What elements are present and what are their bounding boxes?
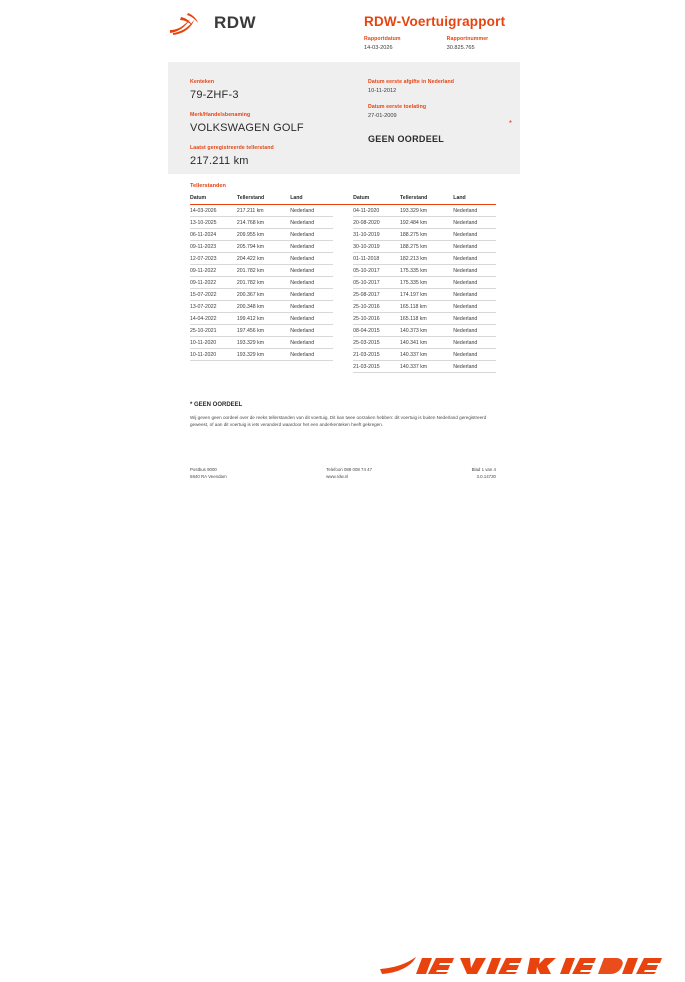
cell-date-left: 14-03-2026 xyxy=(190,205,237,217)
cell-spacer xyxy=(333,325,353,337)
cell-odo-left: 200.367 km xyxy=(237,289,290,301)
cell-date-left: 10-11-2020 xyxy=(190,349,237,361)
meta-report-date xyxy=(364,36,401,51)
col-spacer xyxy=(333,193,353,205)
asterisk-marker: * xyxy=(508,119,512,128)
table-row xyxy=(190,325,496,337)
make-model-label: Merk/Handelsbenaming xyxy=(190,112,251,118)
cell-odo-right: 188.275 km xyxy=(400,229,453,241)
cell-odo-right: 182.213 km xyxy=(400,253,453,265)
cell-date-right: 01-11-2018 xyxy=(353,253,400,265)
cell-land-right: Nederland xyxy=(453,337,496,349)
odometer-table-section xyxy=(190,183,496,373)
cell-land-left: Nederland xyxy=(290,337,333,349)
cell-date-right: 05-10-2017 xyxy=(353,277,400,289)
cell-odo-right: 140.373 km xyxy=(400,325,453,337)
cell-land-right: Nederland xyxy=(453,217,496,229)
cell-odo-left: 201.782 km xyxy=(237,265,290,277)
table-row xyxy=(190,241,496,253)
footer-decorative-graphic xyxy=(380,955,670,977)
cell-spacer xyxy=(333,241,353,253)
cell-date-left: 09-11-2023 xyxy=(190,241,237,253)
table-header-row xyxy=(190,193,496,205)
cell-odo-left xyxy=(237,361,290,373)
cell-odo-right: 165.118 km xyxy=(400,313,453,325)
cell-odo-right: 175.335 km xyxy=(400,277,453,289)
cell-land-right: Nederland xyxy=(453,241,496,253)
cell-land-left: Nederland xyxy=(290,289,333,301)
cell-odo-left: 193.329 km xyxy=(237,349,290,361)
cell-date-right: 04-11-2020 xyxy=(353,205,400,217)
cell-odo-left: 197.456 km xyxy=(237,325,290,337)
col-header-land-right: Land xyxy=(453,193,496,205)
cell-land-right: Nederland xyxy=(453,205,496,217)
rdw-flame-logo-icon xyxy=(168,10,208,36)
cell-land-left: Nederland xyxy=(290,241,333,253)
cell-date-right: 25-08-2017 xyxy=(353,289,400,301)
odometer-table-title: Tellerstanden xyxy=(190,183,226,189)
cell-land-right: Nederland xyxy=(453,361,496,373)
meta-report-date-label: Rapportdatum xyxy=(364,36,401,42)
cell-date-left: 13-07-2022 xyxy=(190,301,237,313)
table-row xyxy=(190,349,496,361)
table-row xyxy=(190,205,496,217)
table-row xyxy=(190,301,496,313)
cell-odo-right: 174.197 km xyxy=(400,289,453,301)
report-footer xyxy=(0,466,685,514)
cell-spacer xyxy=(333,313,353,325)
cell-land-right: Nederland xyxy=(453,289,496,301)
cell-date-left: 13-10-2025 xyxy=(190,217,237,229)
cell-spacer xyxy=(333,253,353,265)
page-title: RDW-Voertuigrapport xyxy=(364,14,506,29)
table-row xyxy=(190,229,496,241)
cell-land-left: Nederland xyxy=(290,277,333,289)
cell-odo-left: 201.782 km xyxy=(237,277,290,289)
cell-odo-left: 193.329 km xyxy=(237,337,290,349)
cell-odo-left: 204.422 km xyxy=(237,253,290,265)
table-row xyxy=(190,277,496,289)
cell-land-left: Nederland xyxy=(290,253,333,265)
cell-odo-right: 140.341 km xyxy=(400,337,453,349)
cell-odo-right: 192.484 km xyxy=(400,217,453,229)
footer-website[interactable]: www.rdw.nl xyxy=(326,474,349,480)
cell-spacer xyxy=(333,349,353,361)
cell-land-right: Nederland xyxy=(453,313,496,325)
cell-spacer xyxy=(333,337,353,349)
cell-land-left: Nederland xyxy=(290,301,333,313)
cell-date-right: 08-04-2015 xyxy=(353,325,400,337)
cell-date-left: 09-11-2022 xyxy=(190,265,237,277)
col-header-date-left: Datum xyxy=(190,193,237,205)
cell-date-left: 06-11-2024 xyxy=(190,229,237,241)
rdw-logo xyxy=(168,10,256,36)
first-admission-label: Datum eerste toelating xyxy=(368,104,427,110)
first-nl-registration-value: 10-11-2012 xyxy=(368,88,397,94)
footnote-body: Wij geven geen oordeel over de reeks tellerstanden van dit voertuig. Dit kan twee oorzaken hebben: dit voertuig is buiten Nederland geregistreerd geweest, of aan dit voertuig is iets veranderd waardoor het een anderkenteken heeft gekregen. xyxy=(190,415,487,428)
cell-date-left: 14-04-2022 xyxy=(190,313,237,325)
cell-spacer xyxy=(333,301,353,313)
table-row xyxy=(190,289,496,301)
table-row xyxy=(190,253,496,265)
cell-odo-left: 199.412 km xyxy=(237,313,290,325)
cell-odo-right: 193.329 km xyxy=(400,205,453,217)
cell-spacer xyxy=(333,277,353,289)
col-header-odo-left: Tellerstand xyxy=(237,193,290,205)
summary-right-column xyxy=(368,79,518,144)
cell-land-right: Nederland xyxy=(453,253,496,265)
col-header-date-right: Datum xyxy=(353,193,400,205)
footer-phone: Telefoon 088 008 74 47 xyxy=(326,467,373,472)
col-header-land-left: Land xyxy=(290,193,333,205)
cell-land-right: Nederland xyxy=(453,349,496,361)
cell-odo-left: 200.348 km xyxy=(237,301,290,313)
cell-land-left: Nederland xyxy=(290,313,333,325)
cell-date-left: 10-11-2020 xyxy=(190,337,237,349)
status-badge: GEEN OORDEEL xyxy=(368,134,445,144)
cell-date-right: 05-10-2017 xyxy=(353,265,400,277)
first-nl-registration-label: Datum eerste afgifte in Nederland xyxy=(368,79,455,85)
table-row xyxy=(190,313,496,325)
col-header-odo-right: Tellerstand xyxy=(400,193,453,205)
table-row xyxy=(190,217,496,229)
footer-address xyxy=(190,466,227,481)
cell-odo-right: 140.337 km xyxy=(400,361,453,373)
table-row xyxy=(190,265,496,277)
meta-report-number-value: 30.825.765 xyxy=(446,44,475,51)
vehicle-summary-panel xyxy=(168,62,520,174)
cell-date-left xyxy=(190,361,237,373)
cell-date-right: 25-10-2016 xyxy=(353,301,400,313)
table-row xyxy=(190,337,496,349)
cell-odo-right: 175.335 km xyxy=(400,265,453,277)
meta-report-number xyxy=(447,36,489,51)
cell-date-right: 21-03-2015 xyxy=(353,349,400,361)
report-header xyxy=(0,0,685,62)
cell-spacer xyxy=(333,289,353,301)
cell-land-right: Nederland xyxy=(453,229,496,241)
cell-land-left xyxy=(290,361,333,373)
summary-left-column xyxy=(190,79,360,178)
cell-land-right: Nederland xyxy=(453,325,496,337)
footnote-block xyxy=(190,402,490,428)
cell-spacer xyxy=(333,229,353,241)
last-odometer-value: 217.211 km xyxy=(190,155,249,167)
cell-land-right: Nederland xyxy=(453,277,496,289)
last-odometer-label: Laatst geregistreerde tellerstand xyxy=(190,145,274,151)
cell-date-left: 09-11-2022 xyxy=(190,277,237,289)
footer-contact xyxy=(326,466,372,481)
cell-spacer xyxy=(333,217,353,229)
report-meta xyxy=(364,36,488,51)
cell-date-right: 20-08-2020 xyxy=(353,217,400,229)
cell-date-right: 25-10-2016 xyxy=(353,313,400,325)
rdw-logo-text: RDW xyxy=(214,13,257,32)
table-row xyxy=(190,361,496,373)
meta-report-date-value: 14-03-2026 xyxy=(364,44,393,51)
cell-land-left: Nederland xyxy=(290,229,333,241)
cell-land-left: Nederland xyxy=(290,217,333,229)
cell-date-right: 25-03-2015 xyxy=(353,337,400,349)
license-plate-value: 79-ZHF-3 xyxy=(190,89,239,101)
cell-date-right: 21-03-2015 xyxy=(353,361,400,373)
cell-date-left: 12-07-2023 xyxy=(190,253,237,265)
cell-spacer xyxy=(333,265,353,277)
cell-odo-left: 217.211 km xyxy=(237,205,290,217)
odometer-table xyxy=(190,193,496,373)
cell-date-right: 30-10-2019 xyxy=(353,241,400,253)
cell-odo-right: 165.118 km xyxy=(400,301,453,313)
footer-pagination xyxy=(472,466,496,481)
cell-date-right: 31-10-2019 xyxy=(353,229,400,241)
cell-spacer xyxy=(333,361,353,373)
license-plate-label: Kenteken xyxy=(190,79,215,85)
cell-odo-left: 209.955 km xyxy=(237,229,290,241)
cell-odo-right: 140.337 km xyxy=(400,349,453,361)
cell-land-left: Nederland xyxy=(290,265,333,277)
footnote-title: * GEEN OORDEEL xyxy=(190,402,243,408)
cell-spacer xyxy=(333,205,353,217)
footer-version: 3.0.14730 xyxy=(476,474,496,480)
first-admission-value: 27-01-2009 xyxy=(368,113,397,119)
cell-land-left: Nederland xyxy=(290,349,333,361)
cell-odo-left: 214.768 km xyxy=(237,217,290,229)
meta-report-number-label: Rapportnummer xyxy=(446,36,489,42)
cell-date-left: 25-10-2021 xyxy=(190,325,237,337)
cell-odo-left: 205.794 km xyxy=(237,241,290,253)
cell-land-right: Nederland xyxy=(453,265,496,277)
footer-page-number: Blad 1 van 4 xyxy=(471,467,496,472)
cell-land-left: Nederland xyxy=(290,205,333,217)
make-model-value: VOLKSWAGEN GOLF xyxy=(190,122,304,134)
cell-land-left: Nederland xyxy=(290,325,333,337)
cell-date-left: 15-07-2022 xyxy=(190,289,237,301)
footer-address-line2: 6840 RA Veendam xyxy=(190,474,227,480)
cell-land-right: Nederland xyxy=(453,301,496,313)
footer-address-line1: Postbus 9000 xyxy=(190,467,217,472)
cell-odo-right: 188.275 km xyxy=(400,241,453,253)
